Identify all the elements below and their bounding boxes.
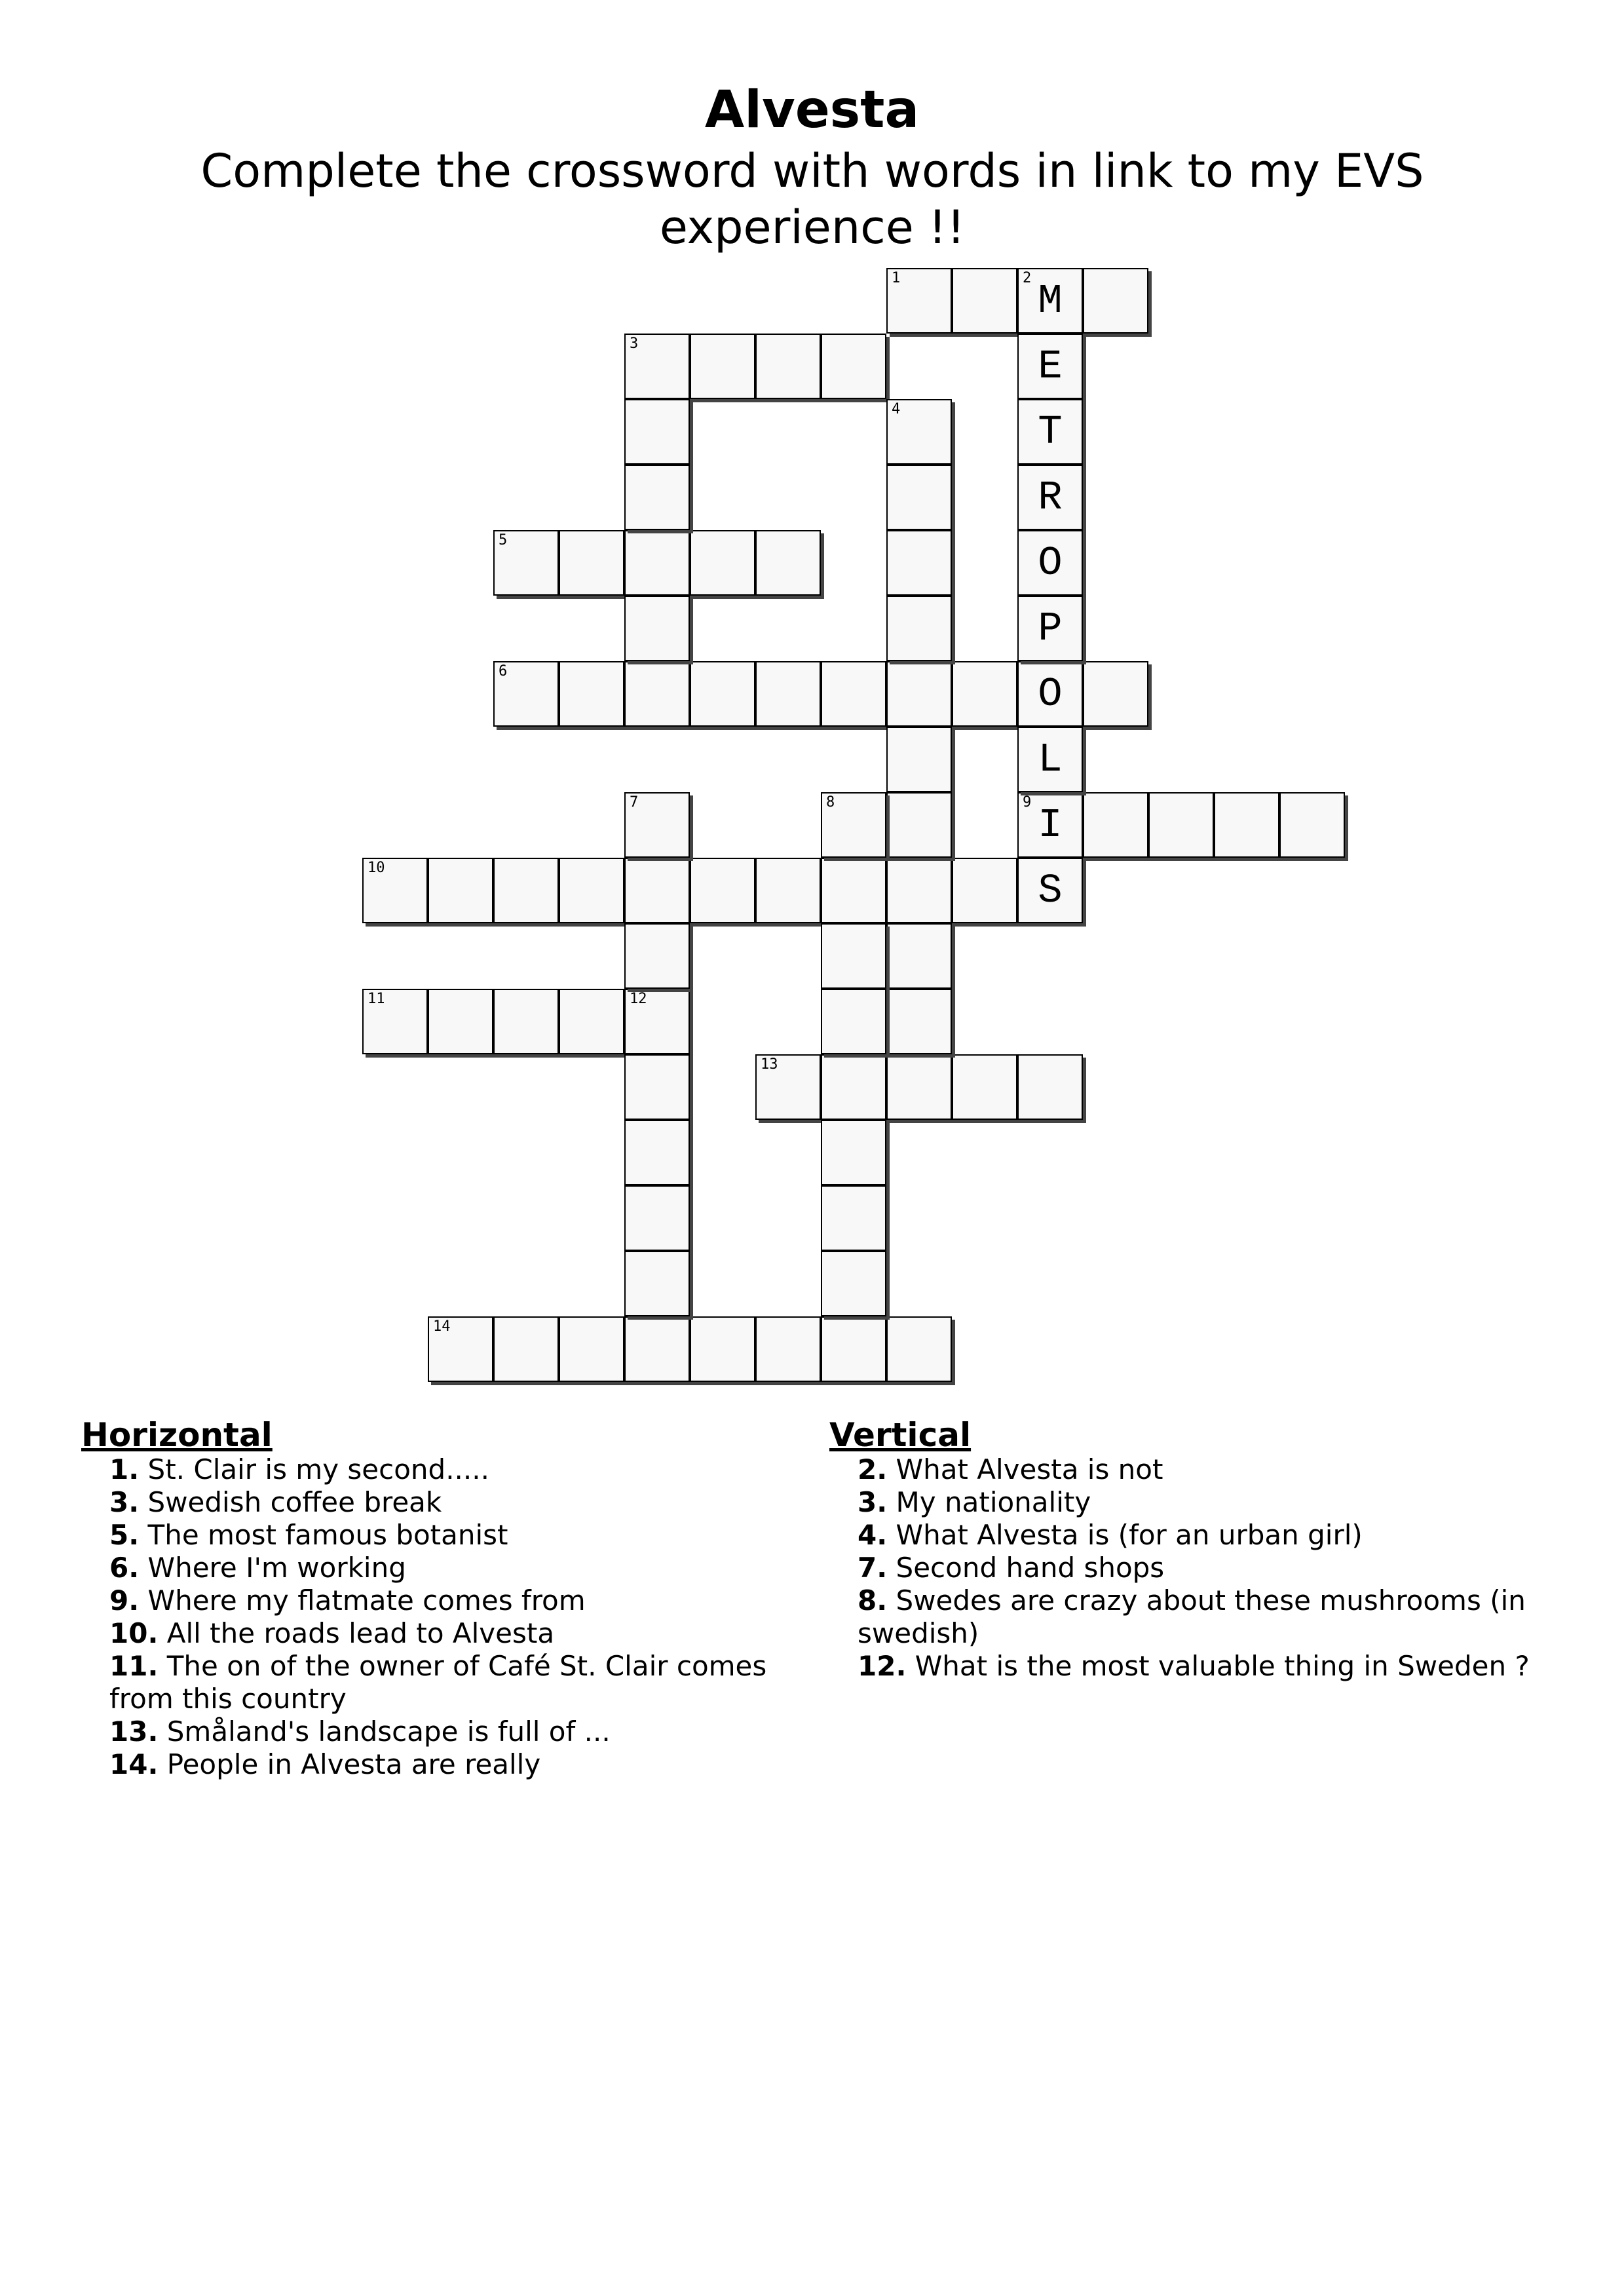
crossword-cell[interactable] — [755, 334, 821, 399]
crossword-cell[interactable] — [1279, 792, 1345, 858]
crossword-cell[interactable] — [624, 1316, 690, 1382]
crossword-cell[interactable] — [559, 530, 624, 596]
crossword-cell[interactable] — [624, 923, 690, 989]
cell-clue-number: 14 — [433, 1318, 451, 1335]
cell-clue-number: 2 — [1023, 270, 1032, 286]
clue-number: 9. — [109, 1584, 140, 1617]
crossword-cell[interactable] — [821, 1185, 886, 1251]
crossword-cell[interactable] — [1017, 1054, 1083, 1120]
crossword-cell[interactable] — [886, 727, 952, 792]
clue-text: St. Clair is my second..... — [147, 1453, 489, 1485]
clue-across-13 — [81, 1715, 808, 1748]
crossword-cell[interactable] — [624, 1054, 690, 1120]
clue-across-6 — [81, 1552, 808, 1584]
clue-across-3 — [81, 1486, 808, 1519]
crossword-cell[interactable] — [886, 858, 952, 923]
clue-number: 8. — [858, 1584, 888, 1617]
crossword-cell[interactable] — [1017, 661, 1083, 727]
clue-number: 12. — [858, 1650, 907, 1682]
crossword-cell[interactable] — [690, 1316, 755, 1382]
clue-number: 11. — [109, 1650, 159, 1682]
clue-text: Småland's landscape is full of ... — [166, 1715, 611, 1748]
clue-number: 1. — [109, 1453, 140, 1485]
crossword-cell[interactable] — [559, 989, 624, 1054]
vertical-heading: Vertical — [829, 1416, 972, 1454]
cell-clue-number: 8 — [826, 794, 835, 811]
clue-text: My nationality — [896, 1486, 1091, 1518]
crossword-cell[interactable] — [886, 1054, 952, 1120]
cell-clue-number: 10 — [368, 860, 385, 876]
crossword-cell[interactable] — [493, 1316, 559, 1382]
crossword-cell[interactable] — [886, 923, 952, 989]
crossword-cell[interactable] — [886, 661, 952, 727]
clue-text: What is the most valuable thing in Sweden ? — [915, 1650, 1530, 1682]
cell-letter: R — [1038, 474, 1063, 521]
crossword-cell[interactable] — [821, 1120, 886, 1185]
cell-letter: I — [1038, 801, 1063, 849]
clue-number: 7. — [858, 1552, 888, 1584]
cell-clue-number: 9 — [1023, 794, 1032, 811]
cell-letter: E — [1038, 343, 1063, 390]
crossword-cell[interactable] — [493, 858, 559, 923]
crossword-cell[interactable] — [1017, 596, 1083, 661]
clue-across-10 — [81, 1617, 808, 1650]
clue-text: People in Alvesta are really — [166, 1748, 541, 1780]
clue-number: 4. — [858, 1519, 888, 1551]
crossword-cell[interactable] — [886, 268, 952, 334]
cell-clue-number: 12 — [630, 991, 647, 1007]
crossword-cell[interactable] — [690, 530, 755, 596]
clue-text: The on of the owner of Café St. Clair comes from this country — [109, 1650, 767, 1715]
crossword-cell[interactable] — [886, 596, 952, 661]
horizontal-heading: Horizontal — [81, 1416, 273, 1454]
crossword-cell[interactable] — [821, 858, 886, 923]
clue-across-5 — [81, 1519, 808, 1552]
crossword-cell[interactable] — [755, 661, 821, 727]
crossword-cell[interactable] — [952, 268, 1017, 334]
crossword-cell[interactable] — [755, 1316, 821, 1382]
clue-across-9 — [81, 1584, 808, 1617]
clue-text: All the roads lead to Alvesta — [166, 1617, 555, 1649]
cell-letter: O — [1038, 670, 1063, 718]
crossword-cell[interactable] — [755, 1054, 821, 1120]
cell-clue-number: 5 — [499, 532, 508, 548]
crossword-cell[interactable] — [1083, 792, 1148, 858]
crossword-cell[interactable] — [821, 1054, 886, 1120]
cell-letter: T — [1038, 408, 1063, 455]
cell-clue-number: 11 — [368, 991, 385, 1007]
crossword-cell[interactable] — [690, 334, 755, 399]
crossword-cell[interactable] — [690, 858, 755, 923]
cell-clue-number: 6 — [499, 663, 508, 679]
crossword-cell[interactable] — [624, 661, 690, 727]
crossword-cell[interactable] — [559, 858, 624, 923]
crossword-cell[interactable] — [1148, 792, 1214, 858]
page-subtitle: Complete the crossword with words in link to my EVS experience !! — [200, 144, 1424, 254]
crossword-cell[interactable] — [624, 596, 690, 661]
crossword-cell[interactable] — [362, 989, 428, 1054]
crossword-cell[interactable] — [493, 530, 559, 596]
crossword-cell[interactable] — [428, 1316, 493, 1382]
cell-letter: L — [1038, 736, 1063, 783]
page-title: Alvesta — [704, 81, 920, 140]
crossword-cell[interactable] — [362, 858, 428, 923]
crossword-cell[interactable] — [624, 1120, 690, 1185]
clue-text: Where my flatmate comes from — [147, 1584, 586, 1617]
crossword-cell[interactable] — [624, 530, 690, 596]
crossword-cell[interactable] — [886, 465, 952, 530]
crossword-cell[interactable] — [821, 1251, 886, 1316]
clue-number: 10. — [109, 1617, 159, 1649]
cell-clue-number: 4 — [892, 401, 901, 417]
crossword-cell[interactable] — [886, 989, 952, 1054]
crossword-cell[interactable] — [493, 989, 559, 1054]
crossword-cell[interactable] — [624, 334, 690, 399]
crossword-cell[interactable] — [559, 1316, 624, 1382]
clue-number: 5. — [109, 1519, 140, 1551]
crossword-cell[interactable] — [1017, 268, 1083, 334]
crossword-cell[interactable] — [755, 530, 821, 596]
horizontal-clues — [81, 1417, 808, 1781]
crossword-cell[interactable] — [1017, 792, 1083, 858]
crossword-cell[interactable] — [886, 1316, 952, 1382]
clue-number: 6. — [109, 1552, 140, 1584]
crossword-cell[interactable] — [821, 989, 886, 1054]
crossword-cell[interactable] — [1083, 268, 1148, 334]
clue-number: 2. — [858, 1453, 888, 1485]
crossword-cell[interactable] — [1017, 399, 1083, 465]
crossword-cell[interactable] — [624, 465, 690, 530]
cell-clue-number: 1 — [892, 270, 901, 286]
crossword-cell[interactable] — [428, 989, 493, 1054]
crossword-cell[interactable] — [624, 989, 690, 1054]
vertical-clues — [829, 1417, 1557, 1683]
crossword-cell[interactable] — [428, 858, 493, 923]
clue-down-8 — [829, 1584, 1557, 1650]
cell-letter: P — [1038, 605, 1063, 652]
crossword-cell[interactable] — [624, 1185, 690, 1251]
clue-down-12 — [829, 1650, 1557, 1683]
clue-number: 3. — [858, 1486, 888, 1518]
crossword-cell[interactable] — [1017, 530, 1083, 596]
cell-clue-number: 7 — [630, 794, 639, 811]
crossword-cell[interactable] — [886, 792, 952, 858]
cell-letter: O — [1038, 539, 1063, 586]
crossword-cell[interactable] — [624, 858, 690, 923]
crossword-cell[interactable] — [624, 399, 690, 465]
clue-text: What Alvesta is (for an urban girl) — [896, 1519, 1363, 1551]
clue-across-14 — [81, 1748, 808, 1781]
clue-down-7 — [829, 1552, 1557, 1584]
crossword-cell[interactable] — [886, 530, 952, 596]
clue-text: Swedes are crazy about these mushrooms (in swedish) — [858, 1584, 1526, 1649]
crossword-cell[interactable] — [952, 1054, 1017, 1120]
cell-clue-number: 13 — [761, 1056, 778, 1073]
clue-text: Swedish coffee break — [147, 1486, 442, 1518]
clue-text: The most famous botanist — [147, 1519, 508, 1551]
crossword-cell[interactable] — [821, 1316, 886, 1382]
crossword-cell[interactable] — [624, 1251, 690, 1316]
cell-clue-number: 3 — [630, 335, 639, 352]
crossword-cell[interactable] — [821, 792, 886, 858]
crossword-cell[interactable] — [1017, 858, 1083, 923]
clue-number: 14. — [109, 1748, 159, 1780]
crossword-cell[interactable] — [1214, 792, 1279, 858]
clue-down-4 — [829, 1519, 1557, 1552]
clue-down-3 — [829, 1486, 1557, 1519]
clue-text: Where I'm working — [147, 1552, 406, 1584]
crossword-cell[interactable] — [1017, 727, 1083, 792]
crossword-cell[interactable] — [1017, 334, 1083, 399]
crossword-cell[interactable] — [624, 792, 690, 858]
cell-letter: S — [1038, 867, 1063, 914]
crossword-cell[interactable] — [755, 858, 821, 923]
cell-letter: M — [1038, 277, 1063, 324]
crossword-cell[interactable] — [1017, 465, 1083, 530]
crossword-cell[interactable] — [821, 923, 886, 989]
clue-text: What Alvesta is not — [896, 1453, 1163, 1485]
crossword-cell[interactable] — [952, 661, 1017, 727]
crossword-cell[interactable] — [821, 661, 886, 727]
crossword-cell[interactable] — [952, 858, 1017, 923]
clue-across-11 — [81, 1650, 808, 1715]
crossword-cell[interactable] — [1083, 661, 1148, 727]
clue-number: 13. — [109, 1715, 159, 1748]
clue-text: Second hand shops — [896, 1552, 1165, 1584]
clue-number: 3. — [109, 1486, 140, 1518]
crossword-cell[interactable] — [690, 661, 755, 727]
crossword-cell[interactable] — [886, 399, 952, 465]
crossword-cell[interactable] — [493, 661, 559, 727]
clue-down-2 — [829, 1453, 1557, 1486]
crossword-cell[interactable] — [821, 334, 886, 399]
clue-across-1 — [81, 1453, 808, 1486]
crossword-cell[interactable] — [559, 661, 624, 727]
